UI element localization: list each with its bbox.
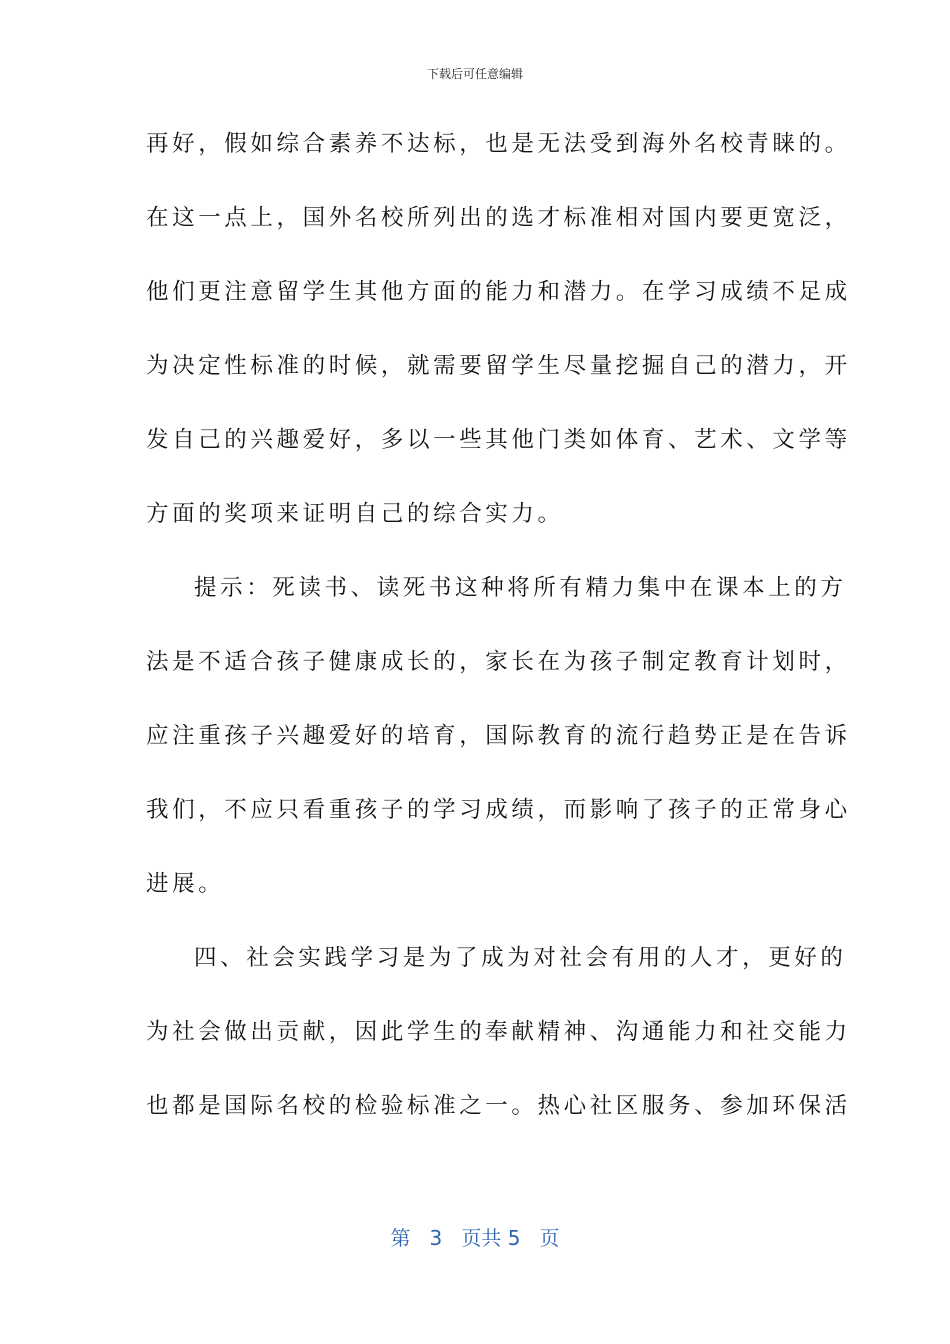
body-line: 我们，不应只看重孩子的学习成绩，而影响了孩子的正常身心: [146, 797, 851, 823]
body-line: 在这一点上，国外名校所列出的选才标准相对国内要更宽泛，: [146, 205, 851, 231]
body-line: 为社会做出贡献，因此学生的奉献精神、沟通能力和社交能力: [146, 1019, 851, 1045]
body-line: 提示：死读书、读死书这种将所有精力集中在课本上的方: [194, 575, 847, 601]
footer-suffix: 页: [539, 1226, 560, 1250]
body-line: 发自己的兴趣爱好，多以一些其他门类如体育、艺术、文学等: [146, 427, 851, 453]
footer-total-pages: 5: [507, 1226, 521, 1250]
body-line: 方面的奖项来证明自己的综合实力。: [146, 501, 564, 527]
footer-prefix: 第: [390, 1226, 411, 1250]
footer-current-page: 3: [429, 1226, 443, 1250]
footer-middle: 页共: [461, 1226, 502, 1250]
body-line: 进展。: [146, 871, 225, 897]
body-line: 法是不适合孩子健康成长的，家长在为孩子制定教育计划时，: [146, 649, 851, 675]
header-text: 下载后可任意编辑: [426, 67, 523, 81]
body-line: 再好，假如综合素养不达标，也是无法受到海外名校青睐的。: [146, 131, 851, 157]
body-line: 也都是国际名校的检验标准之一。热心社区服务、参加环保活: [146, 1093, 851, 1119]
body-line: 应注重孩子兴趣爱好的培育，国际教育的流行趋势正是在告诉: [146, 723, 851, 749]
body-line: 他们更注意留学生其他方面的能力和潜力。在学习成绩不足成: [146, 279, 851, 305]
document-body: [146, 117, 851, 1153]
page-number-footer: [0, 1224, 950, 1252]
body-line: 四、社会实践学习是为了成为对社会有用的人才，更好的: [194, 945, 847, 971]
page-header: [0, 66, 950, 82]
body-line: 为决定性标准的时候，就需要留学生尽量挖掘自己的潜力，开: [146, 353, 851, 379]
